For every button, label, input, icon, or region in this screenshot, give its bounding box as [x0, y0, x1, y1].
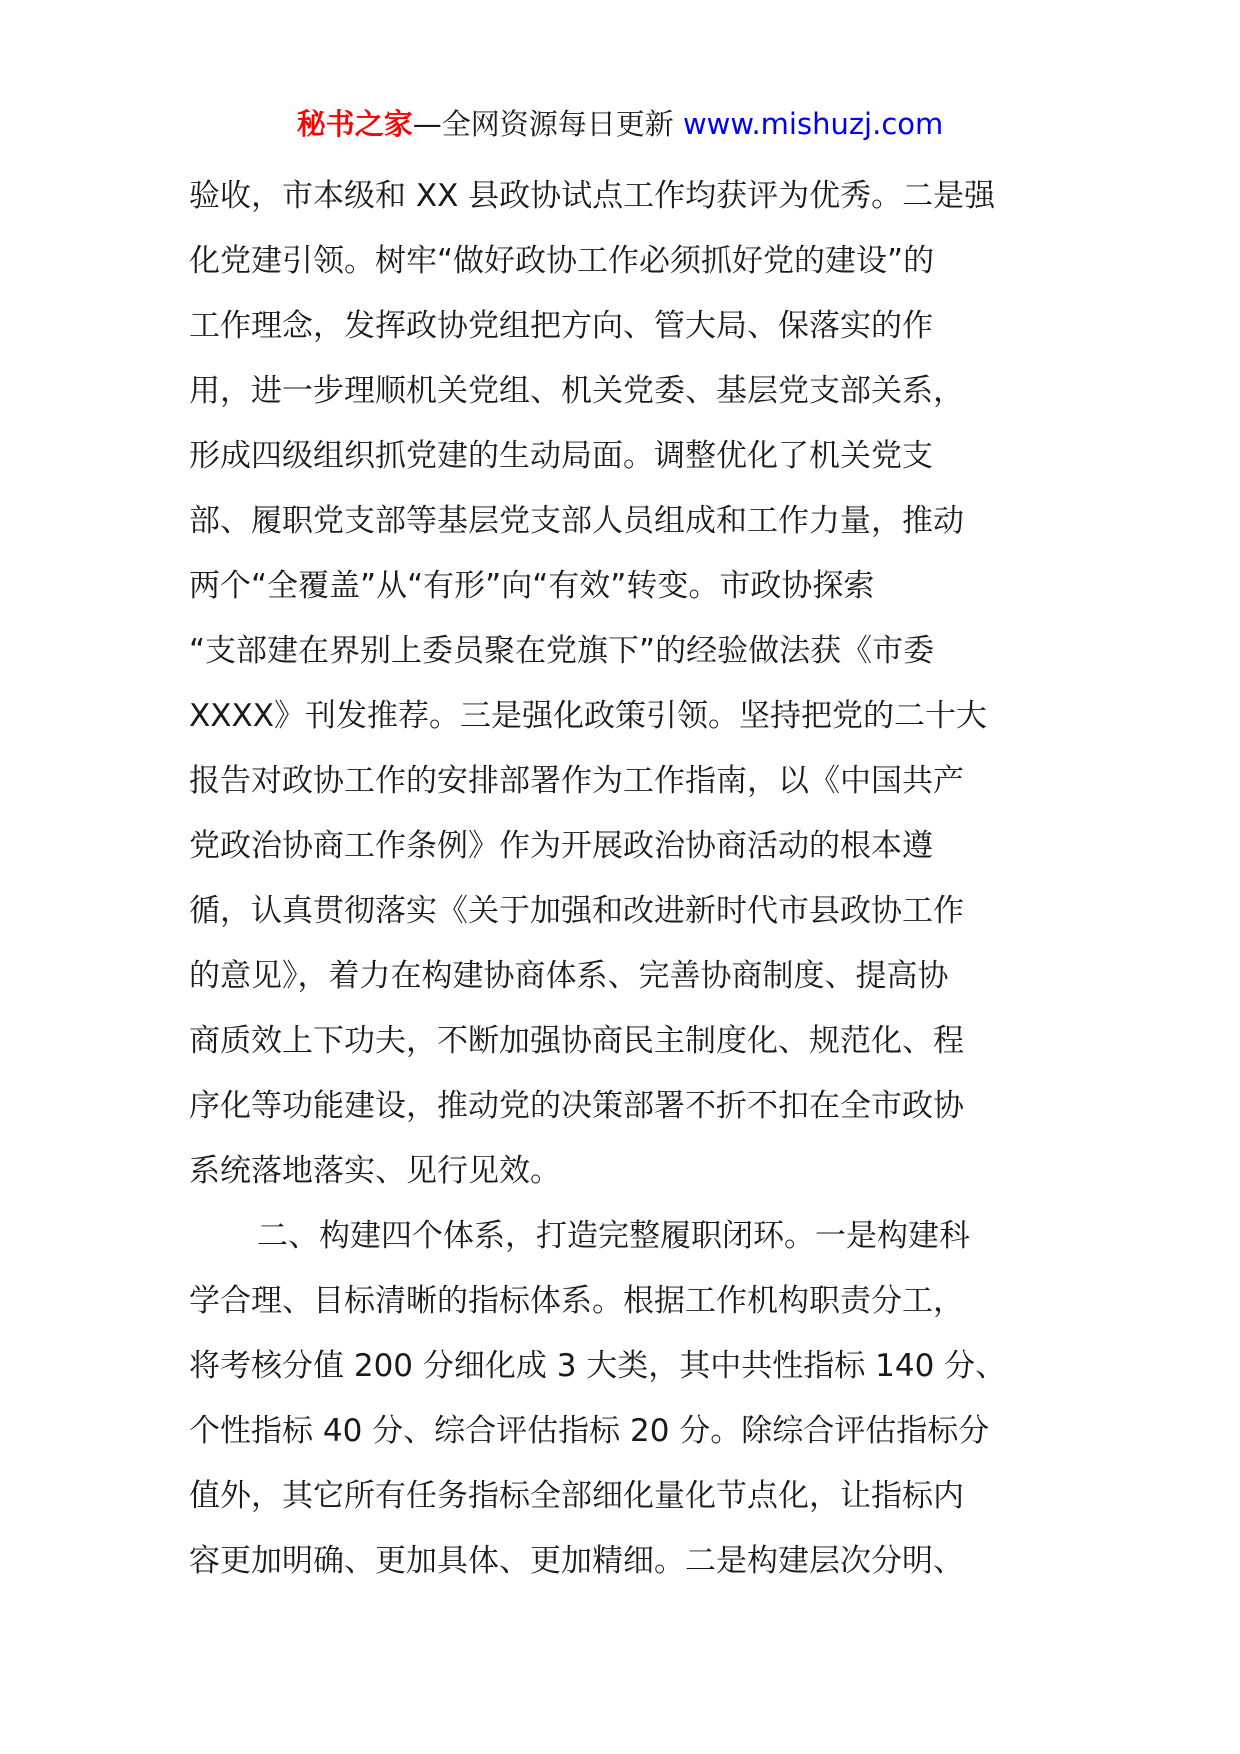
paragraph-2: [189, 1204, 1055, 1594]
text-line: 学合理、目标清晰的指标体系。根据工作机构职责分工，: [189, 1283, 964, 1319]
text-line: 将考核分值 200 分细化成 3 大类，其中共性指标 140 分、: [189, 1348, 1007, 1384]
text-line: 商质效上下功夫，不断加强协商民主制度化、规范化、程: [189, 1023, 964, 1059]
text-line: 容更加明确、更加具体、更加精细。二是构建层次分明、: [189, 1543, 964, 1579]
text-line: 用，进一步理顺机关党组、机关党委、基层党支部关系，: [189, 373, 964, 409]
text-line: 两个“全覆盖”从“有形”向“有效”转变。市政协探索: [189, 568, 875, 604]
paragraph-1: [189, 164, 1055, 1204]
text-line: 循，认真贯彻落实《关于加强和改进新时代市县政协工作: [189, 893, 964, 929]
header-tagline: —全网资源每日更新: [412, 107, 683, 141]
text-line: 验收，市本级和 XX 县政协试点工作均获评为优秀。二是强: [189, 178, 996, 214]
text-line: 系统落地落实、见行见效。: [189, 1153, 561, 1189]
text-line: 二、构建四个体系，打造完整履职闭环。一是构建科: [257, 1218, 970, 1254]
document-body: [189, 164, 1055, 1594]
text-line: 序化等功能建设，推动党的决策部署不折不扣在全市政协: [189, 1088, 964, 1124]
text-line: 形成四级组织抓党建的生动局面。调整优化了机关党支: [189, 438, 933, 474]
page-header: [0, 100, 1240, 148]
site-url-link[interactable]: www.mishuzj.com: [682, 107, 944, 141]
brand-name: 秘书之家: [296, 107, 413, 141]
text-line: 的意见》，着力在构建协商体系、完善协商制度、提高协: [189, 958, 949, 994]
text-line: 工作理念，发挥政协党组把方向、管大局、保落实的作: [189, 308, 933, 344]
text-line: 化党建引领。树牢“做好政协工作必须抓好党的建设”的: [189, 243, 935, 279]
text-line: 党政治协商工作条例》作为开展政治协商活动的根本遵: [189, 828, 933, 864]
text-line: 部、履职党支部等基层党支部人员组成和工作力量，推动: [189, 503, 964, 539]
text-line: 个性指标 40 分、综合评估指标 20 分。除综合评估指标分: [189, 1413, 990, 1449]
text-line: “支部建在界别上委员聚在党旗下”的经验做法获《市委: [189, 633, 935, 669]
text-line: 值外，其它所有任务指标全部细化量化节点化，让指标内: [189, 1478, 964, 1514]
text-line: 报告对政协工作的安排部署作为工作指南，以《中国共产: [189, 763, 964, 799]
text-line: XXXX》刊发推荐。三是强化政策引领。坚持把党的二十大: [189, 698, 987, 734]
